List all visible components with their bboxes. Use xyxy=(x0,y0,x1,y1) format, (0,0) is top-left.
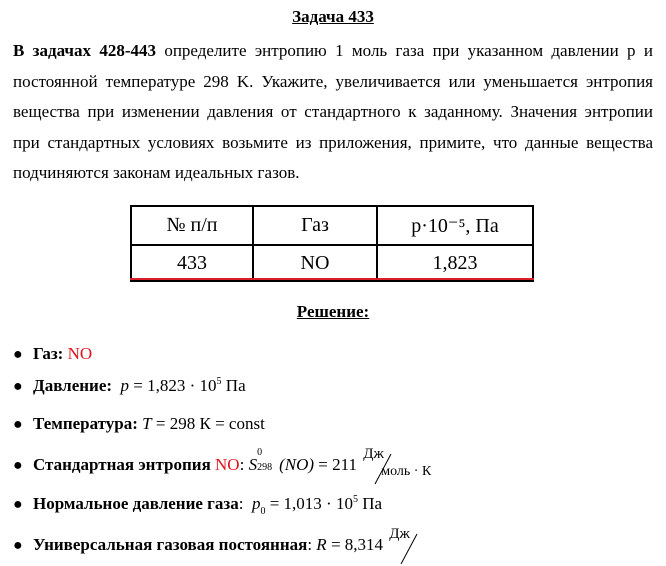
table-header-pressure: p·10⁻⁵, Па xyxy=(377,206,533,245)
table-cell-pressure: 1,823 xyxy=(377,245,533,281)
list-item-temperature: ● Температура: T = 298 К = const xyxy=(13,414,265,433)
list-item-pressure: ● Давление: $p = 1,823 \cdot 10^5$ Па xyxy=(13,376,246,395)
problem-lead: В задачах 428-443 xyxy=(13,41,156,60)
gas-value: NO xyxy=(67,344,93,363)
list-item-entropy: ● Стандартная энтропия NO: S 0 298 (NO) = 211 Дж моль · К xyxy=(13,452,441,482)
list-item-normal-pressure: ● Нормальное давление газа: $p_0 = 1,013 \cdot 10^5$ Па xyxy=(13,494,383,517)
list-item-gas: ● Газ: NO xyxy=(13,344,93,363)
data-table xyxy=(130,205,534,282)
table-header-number: № п/п xyxy=(131,206,253,245)
task-title: Задача 433 xyxy=(292,7,374,26)
bullet-icon: ● xyxy=(13,496,23,513)
fraction-slash xyxy=(387,532,467,566)
table-underline xyxy=(130,278,534,280)
table-row xyxy=(131,245,533,281)
bullet-icon: ● xyxy=(13,378,23,395)
bullet-icon: ● xyxy=(13,457,23,474)
bullet-icon: ● xyxy=(13,537,23,554)
table-cell-number: 433 xyxy=(131,245,253,281)
table-header-row xyxy=(131,206,533,245)
table-cell-gas: NO xyxy=(253,245,377,281)
bullet-icon: ● xyxy=(13,346,23,363)
solution-title: Решение: xyxy=(296,302,370,321)
table-header-gas: Газ xyxy=(253,206,377,245)
list-item-gas-constant: ● Универсальная газовая постоянная: R = 8,314 Дж xyxy=(13,532,467,562)
entropy-unit: Дж моль · К xyxy=(361,452,441,482)
gas-constant-unit: Дж xyxy=(387,532,467,562)
problem-text: определите энтропию 1 моль газа при указанном давлении p и постоянной температуре 298 K. Укажите, увеличивается или уменьшается энтропия вещества при изменении давления от стандартного к заданному. Значения энтропии при стандартных условиях возьмите из приложения, примите, что данные вещества подчиняются законам идеальных газов. xyxy=(13,41,653,182)
problem-statement xyxy=(13,36,653,189)
bullet-icon: ● xyxy=(13,416,23,433)
